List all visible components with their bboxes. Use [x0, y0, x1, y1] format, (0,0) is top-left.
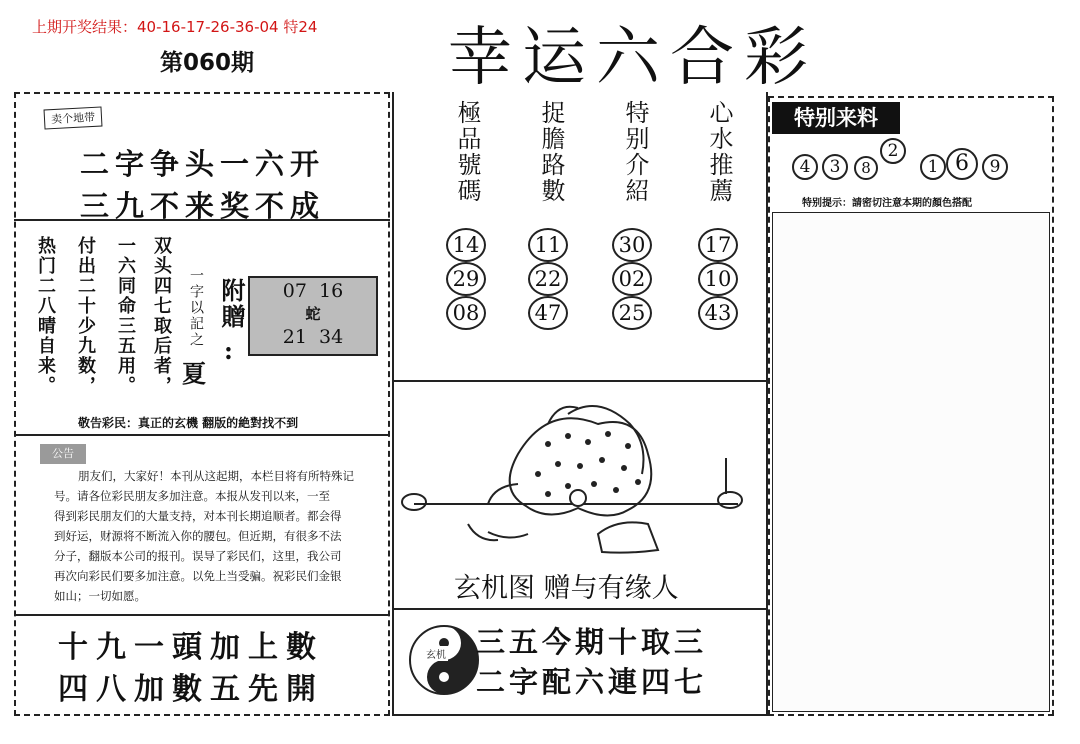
middle-bottom-line-1: 三五今期十取三	[476, 625, 708, 659]
middle-divider-2	[392, 608, 766, 610]
notice-line: 再次向彩民们要多加注意。以免上当受骗。祝彩民们金银	[54, 569, 342, 583]
gift-colon: :	[224, 336, 233, 365]
digit-circle: 4	[792, 154, 818, 180]
number-circle: 22	[528, 262, 568, 296]
side-note: 一字以記之	[188, 268, 204, 348]
number-circle: 25	[612, 296, 652, 330]
number-circle: 30	[612, 228, 652, 262]
digit-circle: 3	[822, 154, 848, 180]
left-bottom-line-1: 十九一頭加上數	[58, 630, 324, 665]
gift-box-row-2: 21 34	[282, 326, 344, 348]
digit-circle: 6	[946, 148, 978, 180]
number-circle: 43	[698, 296, 738, 330]
col-title-3: 特别介紹	[621, 100, 649, 204]
stamp-label: 卖个地带	[44, 106, 103, 129]
col-title-4: 心水推薦	[705, 100, 733, 204]
gift-box-row-1: 07 16	[282, 280, 344, 302]
col-title-1: 極品號碼	[453, 100, 481, 204]
issue-number: 第060期	[160, 50, 255, 76]
left-slogan-line-2: 三九不来奖不成	[80, 189, 326, 223]
digit-circle: 9	[982, 154, 1008, 180]
notice-line: 号。请各位彩民朋友多加注意。本报从发刊以来，一至	[54, 489, 330, 503]
yinyang-text: 玄机	[424, 646, 448, 661]
blank-area	[772, 212, 1050, 712]
number-circle: 14	[446, 228, 486, 262]
poem-col-3: 一六同命三五用。	[115, 236, 136, 396]
middle-bottom-line-2: 二字配六連四七	[476, 665, 708, 699]
left-bottom-line-2: 四八加數五先開	[58, 672, 324, 707]
poem-col-4: 双头四七取后者，	[151, 236, 172, 396]
digit-circle: 1	[920, 154, 946, 180]
left-slogan-line-1: 二字争头一六开	[80, 147, 326, 181]
notice-line: 如山；一切如愿。	[54, 589, 146, 603]
notice-line: 到好运，财源将不断流入你的腰包。但近期，有很多不法	[54, 529, 342, 543]
last-result: 上期开奖结果：40-16-17-26-36-04 特24	[32, 18, 318, 36]
mystery-picture	[398, 394, 764, 564]
digit-circle: 8	[854, 156, 878, 180]
gift-char: 夏	[182, 359, 206, 388]
middle-left-border	[392, 92, 394, 716]
picture-caption: 玄机图 赠与有缘人	[454, 573, 679, 604]
page-title: 幸运六合彩	[448, 21, 818, 95]
poem-col-2: 付出二十少九数，	[75, 236, 96, 396]
col-title-2: 捉膽路數	[537, 100, 565, 204]
number-circle: 02	[612, 262, 652, 296]
gift-label: 附贈	[217, 278, 246, 330]
poem-col-1: 热门二八晴自来。	[35, 236, 56, 396]
gift-box-zodiac: 蛇	[305, 305, 321, 323]
number-circle: 10	[698, 262, 738, 296]
notice-badge: 公告	[40, 444, 86, 464]
warning-text: 敬告彩民：真正的玄機 翻版的絶對找不到	[78, 416, 299, 430]
middle-bottom-border	[392, 714, 766, 716]
number-circle: 08	[446, 296, 486, 330]
number-circle: 17	[698, 228, 738, 262]
notice-line: 得到彩民朋友们的大量支持，对本刊长期追顺者。都会得	[54, 509, 342, 523]
notice-line: 分子，翻版本公司的报刊。误导了彩民们，这里，我公司	[54, 549, 342, 563]
middle-divider-1	[392, 380, 766, 382]
gift-box	[248, 276, 378, 356]
digit-circle: 2	[880, 138, 906, 164]
left-divider-2	[14, 434, 390, 436]
notice-line: 朋友们，大家好！本刊从这起期，本栏目将有所特殊记	[78, 469, 354, 483]
right-header: 特别来料	[772, 102, 900, 134]
special-tip: 特别提示：請密切注意本期的顏色搭配	[802, 198, 972, 209]
number-circle: 29	[446, 262, 486, 296]
number-circle: 47	[528, 296, 568, 330]
left-divider-3	[14, 614, 390, 616]
number-circle: 11	[528, 228, 568, 262]
